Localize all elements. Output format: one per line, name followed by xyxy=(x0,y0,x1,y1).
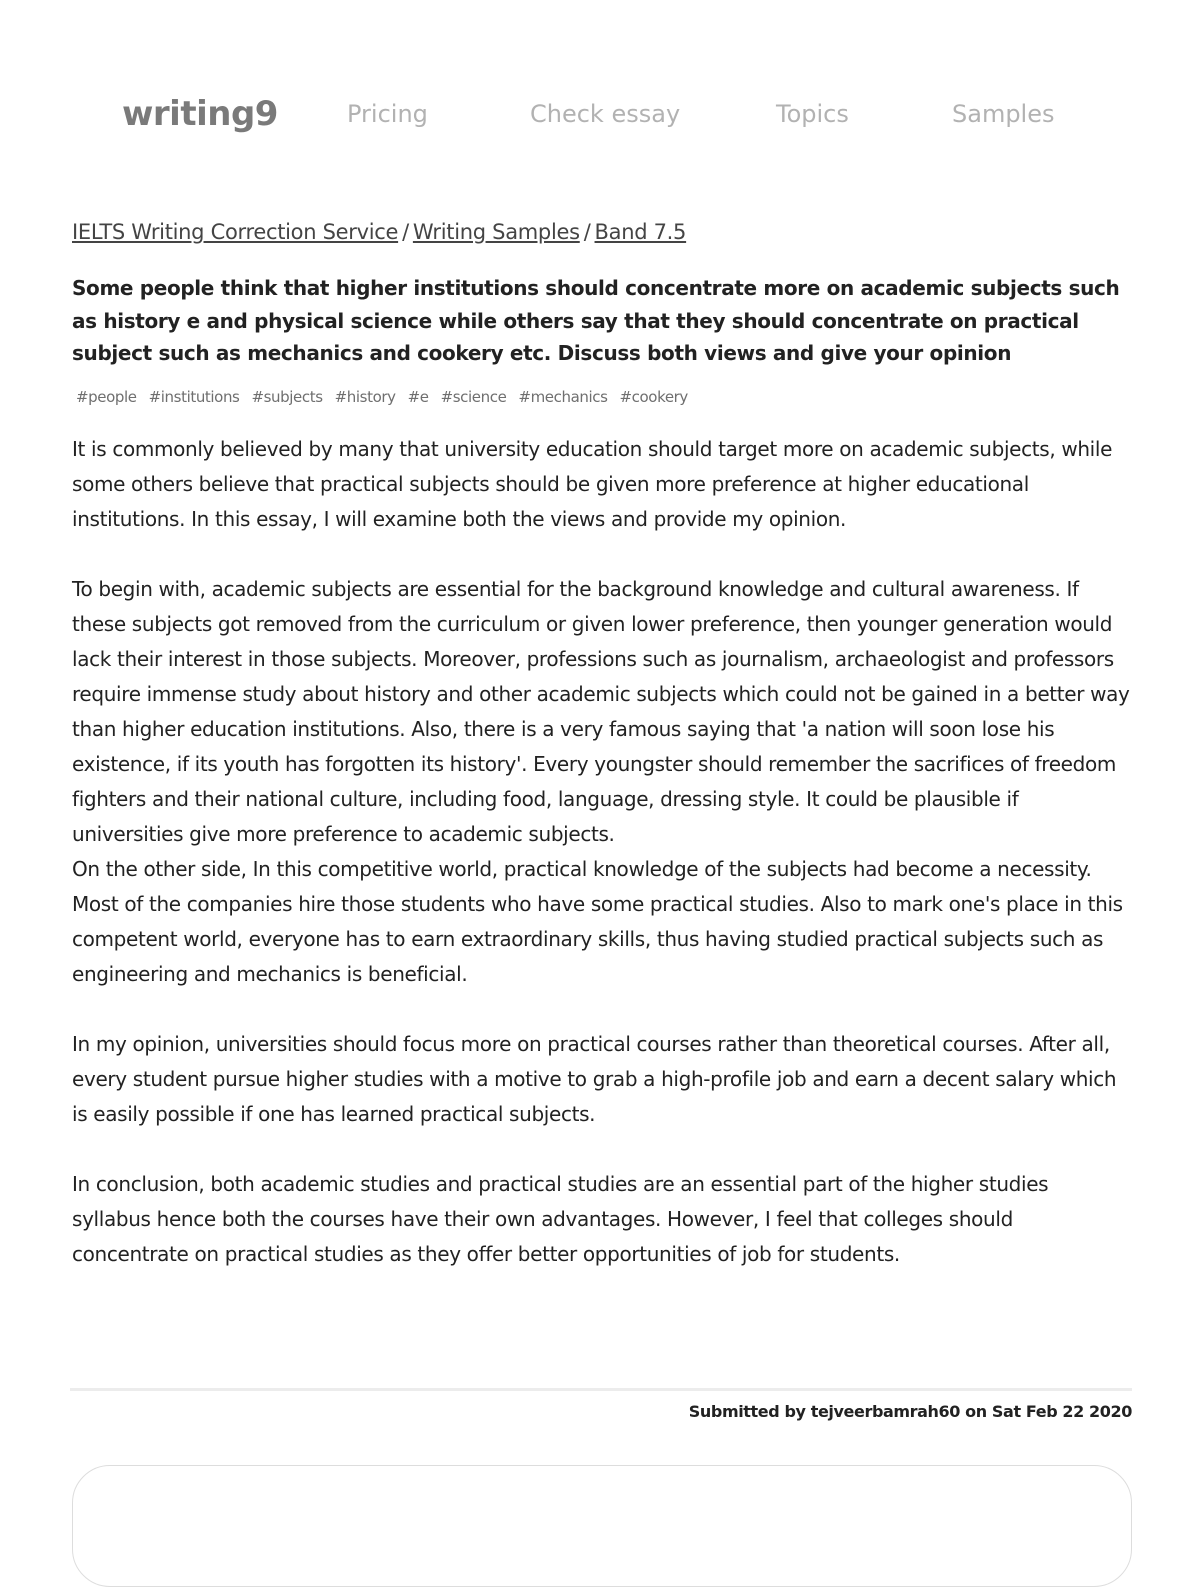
footer-divider xyxy=(70,1388,1132,1391)
site-logo[interactable]: writing9 xyxy=(122,94,278,134)
tag-e[interactable]: #e xyxy=(407,387,429,406)
main-content xyxy=(72,220,1132,1272)
nav-link-pricing[interactable]: Pricing xyxy=(347,100,428,128)
essay-paragraph-body-1: To begin with, academic subjects are essential for the background knowledge and cultural awareness. If these subjects got removed from the curriculum or given lower preference, then younger generation would lack their interest in those subjects. Moreover, professions such as journalism, archaeologist and professors require immense study about history and other academic subjects which could not be gained in a better way than higher education institutions. Also, there is a very famous saying that 'a nation will soon lose his existence, if its youth has forgotten its history'. Every youngster should remember the sacrifices of freedom fighters and their national culture, including food, language, dressing style. It could be plausible if universities give more preference to academic subjects. xyxy=(72,576,1130,846)
essay-paragraph-opinion: In my opinion, universities should focus more on practical courses rather than theoretical courses. After all, every student pursue higher studies with a motive to grab a high-profile job and earn a decent salary which is easily possible if one has learned practical subjects. xyxy=(72,1031,1117,1126)
nav-link-check-essay[interactable]: Check essay xyxy=(530,100,681,128)
submitted-by-info: Submitted by tejveerbamrah60 on Sat Feb 22 2020 xyxy=(688,1402,1132,1421)
nav-link-topics[interactable]: Topics xyxy=(776,100,849,128)
top-navbar xyxy=(0,88,1200,148)
comment-box[interactable] xyxy=(72,1465,1132,1587)
essay-body xyxy=(72,432,1132,1272)
tag-people[interactable]: #people xyxy=(76,387,137,406)
tag-cookery[interactable]: #cookery xyxy=(619,387,688,406)
tag-list xyxy=(76,388,1132,406)
tag-mechanics[interactable]: #mechanics xyxy=(518,387,608,406)
tag-institutions[interactable]: #institutions xyxy=(148,387,240,406)
essay-paragraph-intro: It is commonly believed by many that university education should target more on academic subjects, while some others believe that practical subjects should be given more preference at higher educational institutions. In this essay, I will examine both the views and provide my opinion. xyxy=(72,436,1113,531)
nav-link-samples[interactable]: Samples xyxy=(952,100,1055,128)
essay-question-title: Some people think that higher institutions should concentrate more on academic subjects such as history e and physical science while others say that they should concentrate on practical subject such as mechanics and cookery etc. Discuss both views and give your opinion xyxy=(72,276,1120,365)
essay-paragraph-conclusion: In conclusion, both academic studies and practical studies are an essential part of the higher studies syllabus hence both the courses have their own advantages. However, I feel that colleges should concentrate on practical studies as they offer better opportunities of job for students. xyxy=(72,1171,1049,1266)
tag-subjects[interactable]: #subjects xyxy=(251,387,323,406)
breadcrumb-separator: / xyxy=(583,220,591,244)
breadcrumb-separator: / xyxy=(402,220,409,244)
breadcrumb-link-writing-samples[interactable]: Writing Samples xyxy=(412,220,580,244)
breadcrumb xyxy=(72,220,1132,244)
breadcrumb-link-correction-service[interactable]: IELTS Writing Correction Service xyxy=(72,220,399,244)
tag-history[interactable]: #history xyxy=(334,387,396,406)
tag-science[interactable]: #science xyxy=(440,387,507,406)
essay-paragraph-body-2: On the other side, In this competitive world, practical knowledge of the subjects had become a necessity. Most of the companies hire those students who have some practical studies. Also to mark one's place in this competent world, everyone has to earn extraordinary skills, thus having studied practical subjects such as engineering and mechanics is beneficial. xyxy=(72,856,1123,986)
breadcrumb-link-band[interactable]: Band 7.5 xyxy=(594,220,687,244)
